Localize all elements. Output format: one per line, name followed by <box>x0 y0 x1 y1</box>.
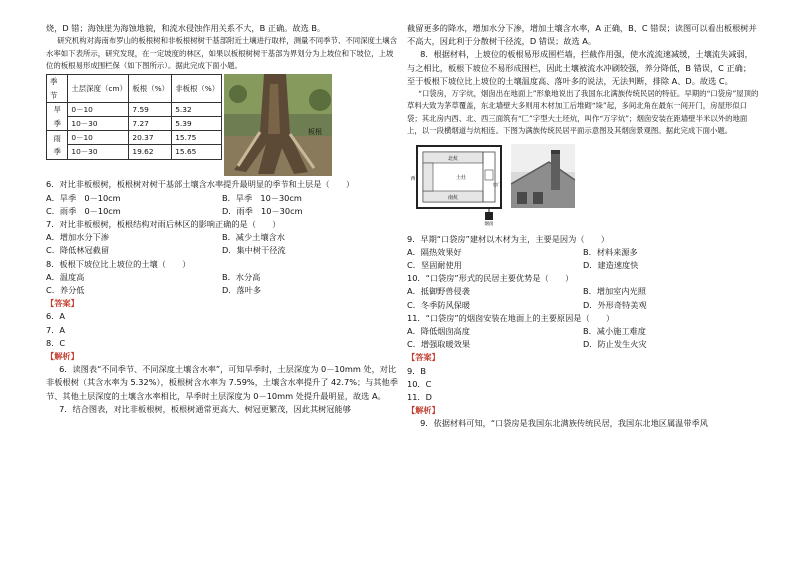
table-row <box>47 131 222 145</box>
q8-option-b: B．水分高 <box>222 271 261 282</box>
banyan-tree-photo <box>224 74 332 176</box>
question-10: 10．“口袋房”形式的民居主要优势是（ ） <box>407 273 574 284</box>
q7-option-b: B．减少土壤含水 <box>222 232 285 243</box>
question-11: 11．“口袋房”的烟囱安装在地面上的主要原因是（ ） <box>407 312 615 323</box>
label-north-kang: 北炕 <box>447 155 459 162</box>
analysis-7-start: 7．结合图表，对比非板根树，板根树通常更高大、树冠更繁茂，因此其树冠能够 <box>59 403 351 414</box>
q7-option-d: D．集中树干径流 <box>222 245 286 256</box>
previous-analysis-end: 烧，D 错；海蚀崖为海蚀地貌，和流水侵蚀作用关系不大，B 正确。故选 B。 <box>46 23 326 33</box>
value-cell: 19.62 <box>129 145 172 159</box>
analysis-6: 6．读图表“不同季节、不同深度土壤含水率”，可知旱季时，土层深度为 0－10mm 处，对比非板根树（其含水率为 5.32%），板根树含水率为 7.59%，土壤含水率提升了 42.7%；与其他季节、其他土层深度的土壤含水率相比，旱季时土层深度为 0－10mm 处提升最明显，故选 A。 <box>46 364 398 401</box>
answer-11: 11．D <box>407 392 432 403</box>
label-chimney: 烟囱 <box>484 221 494 226</box>
value-cell: 15.65 <box>172 145 222 159</box>
q9-option-a: A．隔热效果好 <box>407 246 462 257</box>
answer-10: 10．C <box>407 378 432 389</box>
value-cell: 7.27 <box>129 117 172 131</box>
right-column <box>407 22 759 431</box>
question-8: 8．板根下坡位比上坡位的土壤（ ） <box>46 258 191 269</box>
value-cell: 5.39 <box>172 117 222 131</box>
q9-options-row-2 <box>407 259 759 272</box>
chimney-photo <box>511 144 575 208</box>
material-intro-banyan: 研究机构对海南布罗山的板根树和非板根树树干基部附近土壤进行取样，测量不同季节、不同深度土壤含水率如下表所示，研究发现，在一定坡度的林区，如果以板根树树干基部为界划分为上坡位和下坡位，上坡位的板根易形成围栏保（如下图所示）。据此完成下面小题。 <box>46 36 398 71</box>
q9-options-row-1 <box>407 246 759 259</box>
analysis-9-start: 9．依据材料可知，“口袋房是我国东北满族传统民居，我国东北地区属温带季风 <box>420 418 708 429</box>
q8-option-a: A．温度高 <box>46 271 85 282</box>
q6-option-b: B．旱季 10－30cm <box>222 192 302 203</box>
depth-cell: 10－30 <box>68 145 129 159</box>
q6-option-c: C．雨季 0－10cm <box>46 205 121 216</box>
analysis-heading: 【解析】 <box>407 405 440 416</box>
header-non-banyan: 非板根（%） <box>172 75 222 102</box>
season-cell: 旱季 <box>47 102 68 130</box>
q6-option-d: D．雨季 10－30cm <box>222 205 303 216</box>
answer-6: 6．A <box>46 311 65 322</box>
analysis-heading: 【解析】 <box>46 351 79 362</box>
q10-options-row-1 <box>407 285 759 298</box>
value-cell: 15.75 <box>172 131 222 145</box>
q7-options-row-1 <box>46 231 398 244</box>
depth-cell: 0－10 <box>68 102 129 116</box>
value-cell: 7.59 <box>129 102 172 116</box>
table-and-photo <box>46 74 398 176</box>
answer-8: 8．C <box>46 337 66 348</box>
q10-option-d: D．外形奇特美观 <box>583 299 647 310</box>
q6-options-row-1 <box>46 192 398 205</box>
q8-option-c: C．养分低 <box>46 285 85 296</box>
q8-options-row-1 <box>46 271 398 284</box>
q11-option-a: A．降低烟囱高度 <box>407 326 470 337</box>
soil-moisture-table <box>46 74 222 159</box>
depth-cell: 10－30 <box>68 117 129 131</box>
question-6: 6．对比非板根树，板根树对树干基部土壤含水率提升最明显的季节和土层是（ ） <box>46 179 355 190</box>
q10-options-row-2 <box>407 299 759 312</box>
q9-option-d: D．建造速度快 <box>583 260 639 271</box>
q8-options-row-2 <box>46 284 398 297</box>
q9-option-b: B．材料来源多 <box>583 246 638 257</box>
photo-label-banyan: 板根 <box>308 128 322 137</box>
answer-heading: 【答案】 <box>46 298 79 309</box>
label-west: 西 <box>410 175 416 182</box>
analysis-7-continued: 截留更多的降水，增加水分下渗，增加土壤含水率，A 正确，B、C 错误；读图可以看出板根树并不高大，因此利于分散树干径流，D 错误；故选 A。 <box>407 23 757 47</box>
q6-option-a: A．旱季 0－10cm <box>46 192 121 203</box>
q11-option-d: D．防止发生火灾 <box>583 339 647 350</box>
header-depth: 土层深度（cm） <box>68 75 129 102</box>
header-season: 季节 <box>47 75 68 102</box>
q11-options-row-1 <box>407 325 759 338</box>
q10-option-a: A．抵御野兽侵袭 <box>407 286 470 297</box>
analysis-8: 8．根据材料，上坡位的板根易形成围栏墙，拦截作用强，使水流流速减缓，土壤流失减弱，与之相比，板根下坡位不易形成围栏，因此土壤被流水冲刷较强，养分降低，B 错误，C 正确；至于板根下坡位比上坡位的土壤温度高、落叶多的说法，无法判断，排除 A、D。故选 C。 <box>407 49 753 86</box>
table-row <box>47 117 222 131</box>
header-banyan: 板根（%） <box>129 75 172 102</box>
answer-9: 9．B <box>407 365 427 376</box>
label-door: 房门 <box>493 181 501 187</box>
season-cell: 雨季 <box>47 131 68 159</box>
q7-option-c: C．降低林冠截留 <box>46 245 110 256</box>
q10-option-b: B．增加室内光照 <box>583 286 646 297</box>
left-column <box>46 22 398 416</box>
q9-option-c: C．坚固耐使用 <box>407 260 462 271</box>
q7-option-a: A．增加水分下渗 <box>46 232 109 243</box>
label-stove: 土灶 <box>455 174 467 181</box>
q7-options-row-2 <box>46 244 398 257</box>
label-south-kang: 南炕 <box>447 194 459 201</box>
material-intro-manchu-house: “口袋房，万字炕，烟囱出在地面上”形象地说出了我国东北满族传统民居的特征。早期的“口袋房”屋顶的草料大致为茅草覆盖，东北墙壁大多则用木材加工后堆砌“垛”起，多间北角在最东一间开门，房屋形似口袋；其北房内西、北、西三面筑有“匚”字型大土坯炕，叫作“万字炕”；烟囱安装在距墙壁半米以外的地面上，以一段横烟道与炕相连。下图为满族传统民居平面示意图及其烟囱景观图。据此完成下面小题。 <box>407 89 759 136</box>
q10-option-c: C．冬季防风保暖 <box>407 299 471 310</box>
question-9: 9．早期“口袋房”建材以木材为主，主要是因为（ ） <box>407 233 610 244</box>
q6-options-row-2 <box>46 205 398 218</box>
table-row <box>47 145 222 159</box>
table-header-row <box>47 75 222 102</box>
house-figures <box>407 142 759 230</box>
depth-cell: 0－10 <box>68 131 129 145</box>
house-floor-plan <box>409 142 505 226</box>
question-7: 7．对比非板根树，板根结构对雨后林区的影响正确的是（ ） <box>46 219 281 230</box>
q11-option-c: C．增强取暖效果 <box>407 339 471 350</box>
answer-7: 7．A <box>46 324 65 335</box>
value-cell: 20.37 <box>129 131 172 145</box>
answer-heading: 【答案】 <box>407 352 440 363</box>
table-row <box>47 102 222 116</box>
q11-options-row-2 <box>407 338 759 351</box>
value-cell: 5.32 <box>172 102 222 116</box>
q11-option-b: B．减小施工难度 <box>583 326 646 337</box>
q8-option-d: D．落叶多 <box>222 285 262 296</box>
